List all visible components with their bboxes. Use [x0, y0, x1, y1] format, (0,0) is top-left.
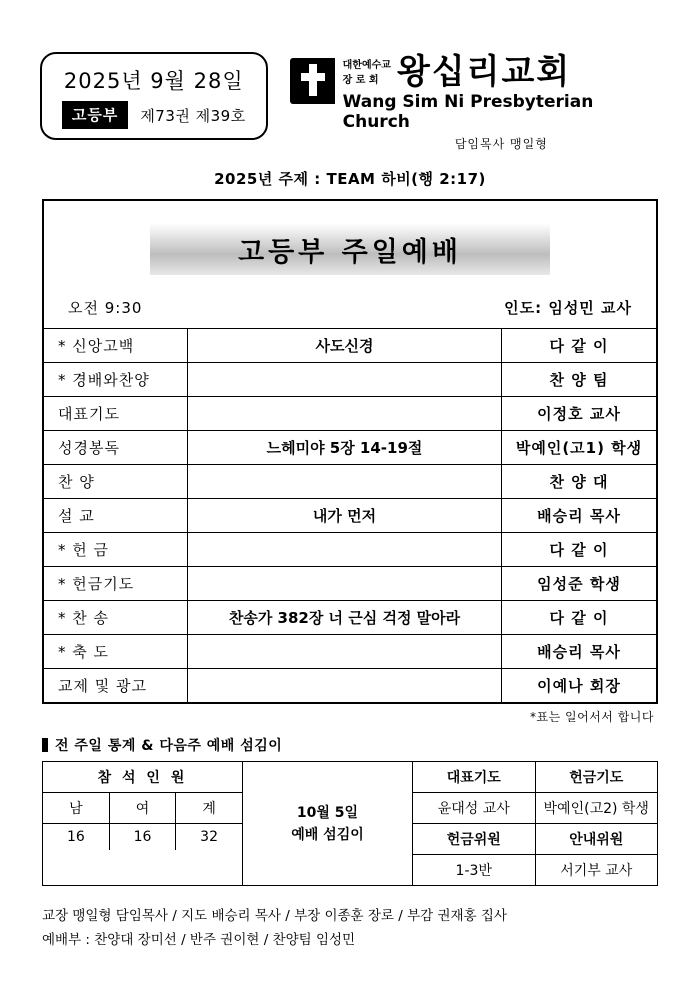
order-detail: 내가 먼저 [188, 499, 502, 533]
order-person: 배승리 목사 [502, 635, 657, 669]
order-person: 임성준 학생 [502, 567, 657, 601]
order-item: 설 교 [44, 499, 188, 533]
table-row [44, 431, 656, 465]
service-order-box [42, 199, 658, 704]
volume-number: 제73권 제39호 [140, 106, 246, 125]
order-detail [188, 533, 502, 567]
table-row [44, 533, 656, 567]
attendance-title: 참 석 인 원 [43, 762, 242, 793]
order-item: 교제 및 광고 [44, 669, 188, 703]
order-detail: 사도신경 [188, 329, 502, 363]
church-name-english: Wang Sim Ni Presbyterian Church [342, 92, 594, 132]
grade-badge: 고등부 [62, 101, 128, 129]
table-row [413, 824, 657, 855]
duty-value-prayer: 윤대성 교사 [413, 793, 535, 824]
service-date: 2025년 9월 28일 [63, 69, 244, 93]
table-row [44, 669, 656, 703]
order-detail: 찬송가 382장 너 근심 걱정 말아라 [188, 601, 502, 635]
table-row [44, 635, 656, 669]
table-row [413, 762, 657, 793]
order-person: 찬 양 팀 [502, 363, 657, 397]
attendance-block [43, 762, 243, 885]
stats-section-label: 전 주일 통계 & 다음주 예배 섬김이 [55, 738, 283, 754]
order-person: 배승리 목사 [502, 499, 657, 533]
duty-header-usher-committee: 안내위원 [535, 824, 657, 855]
table-row [44, 363, 656, 397]
order-detail [188, 635, 502, 669]
church-name-korean: 왕십리교회 [396, 52, 572, 92]
attendance-value-total: 32 [200, 829, 218, 845]
duty-block [413, 762, 657, 885]
order-item: * 헌 금 [44, 533, 188, 567]
year-theme: 2025년 주제 : TEAM 하비(행 2:17) [214, 170, 486, 188]
order-detail [188, 669, 502, 703]
next-week-block [243, 762, 413, 885]
service-time: 오전 9:30 [68, 299, 143, 317]
service-title: 고등부 주일예배 [150, 223, 550, 275]
order-item: 대표기도 [44, 397, 188, 431]
order-item: * 찬 송 [44, 601, 188, 635]
table-row [44, 329, 656, 363]
order-person: 이예나 회장 [502, 669, 657, 703]
order-person: 이정호 교사 [502, 397, 657, 431]
footer-line-1: 교장 맹일형 담임목사 / 지도 배승리 목사 / 부장 이종훈 장로 / 부감 권재홍 집사 [42, 908, 507, 924]
order-detail [188, 567, 502, 601]
cross-icon [290, 58, 335, 104]
order-detail: 느헤미야 5장 14-19절 [188, 431, 502, 465]
church-name-row [343, 54, 572, 90]
order-item: * 헌금기도 [44, 567, 188, 601]
footer-line-2: 예배부 : 찬양대 장미선 / 반주 권이현 / 찬양팀 임성민 [42, 932, 356, 948]
service-title-wrap [44, 201, 656, 293]
standing-note: *표는 일어서서 합니다 [530, 710, 654, 724]
order-detail [188, 465, 502, 499]
date-sub-row [62, 101, 246, 129]
table-row [44, 567, 656, 601]
header [0, 0, 700, 152]
table-row [44, 601, 656, 635]
footer [42, 904, 658, 952]
square-bullet-icon [42, 738, 48, 752]
service-leader: 인도: 임성민 교사 [504, 299, 632, 317]
duty-header-offering-prayer: 헌금기도 [535, 762, 657, 793]
duty-table [413, 762, 657, 885]
attendance-table [43, 793, 242, 850]
order-item: 찬 양 [44, 465, 188, 499]
table-row [43, 793, 242, 824]
next-week-label: 예배 섬김이 [291, 826, 364, 843]
table-row [413, 793, 657, 824]
duty-value-offering-committee: 1-3반 [413, 855, 535, 886]
order-item: 성경봉독 [44, 431, 188, 465]
duty-header-prayer: 대표기도 [413, 762, 535, 793]
duty-value-offering-prayer: 박예인(고2) 학생 [535, 793, 657, 824]
table-row [413, 855, 657, 886]
stats-section-title [42, 735, 700, 755]
order-person: 찬 양 대 [502, 465, 657, 499]
order-item: * 신앙고백 [44, 329, 188, 363]
table-row [44, 397, 656, 431]
order-person: 다 같 이 [502, 329, 657, 363]
service-time-row [44, 293, 656, 328]
duty-header-offering-committee: 헌금위원 [413, 824, 535, 855]
next-week-date: 10월 5일 [296, 804, 359, 821]
church-names [343, 54, 660, 152]
attendance-header-male: 남 [43, 793, 109, 824]
order-person: 다 같 이 [502, 601, 657, 635]
attendance-header-female: 여 [109, 793, 175, 824]
attendance-value-male: 16 [43, 824, 109, 851]
duty-value-usher-committee: 서기부 교사 [560, 863, 633, 879]
order-detail [188, 363, 502, 397]
order-person: 다 같 이 [502, 533, 657, 567]
church-logo-area [290, 52, 660, 152]
stats-table [42, 761, 658, 886]
order-detail [188, 397, 502, 431]
attendance-header-total: 계 [176, 793, 242, 824]
order-item: * 축 도 [44, 635, 188, 669]
order-item: * 경배와찬양 [44, 363, 188, 397]
denomination-line-1: 대한예수교 [342, 60, 391, 71]
denomination-lines [343, 60, 391, 90]
denomination-line-2: 장 로 회 [342, 75, 379, 86]
order-person: 박예인(고1) 학생 [502, 431, 657, 465]
senior-pastor: 담임목사 맹일형 [454, 137, 548, 151]
table-row [43, 824, 242, 851]
service-order-table [44, 328, 656, 702]
date-box [40, 52, 268, 140]
attendance-value-female: 16 [109, 824, 175, 851]
table-row [44, 499, 656, 533]
table-row [44, 465, 656, 499]
